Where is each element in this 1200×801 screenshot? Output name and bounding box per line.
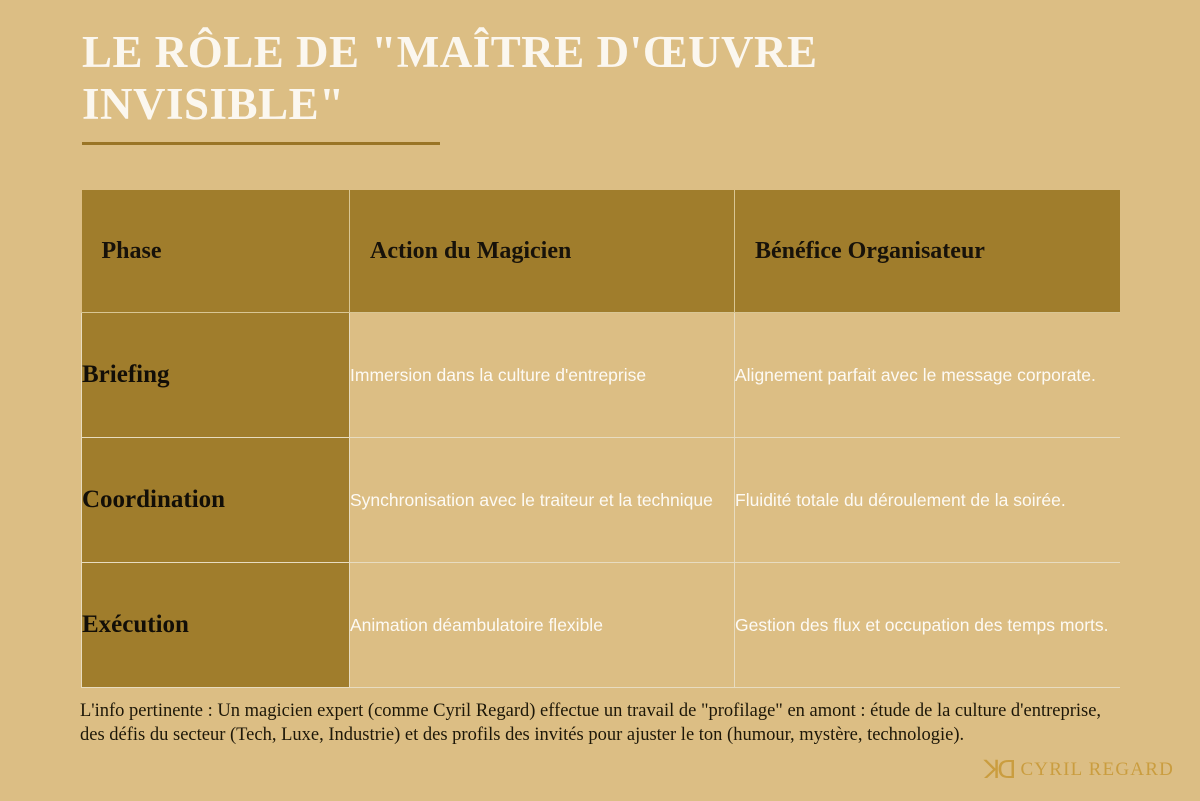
table-row xyxy=(82,313,1120,438)
table-header-row xyxy=(82,190,1120,313)
cell-action: Synchronisation avec le traiteur et la technique xyxy=(350,438,735,563)
cell-phase: Briefing xyxy=(82,313,350,438)
table-row xyxy=(82,563,1120,688)
cell-action: Immersion dans la culture d'entreprise xyxy=(350,313,735,438)
logo-monogram-icon: ꓘꓷ xyxy=(983,757,1014,784)
brand-logo xyxy=(984,755,1174,785)
column-header-phase: Phase xyxy=(82,190,350,313)
column-header-benefit: Bénéfice Organisateur xyxy=(735,190,1120,313)
cell-action: Animation déambulatoire flexible xyxy=(350,563,735,688)
phase-matrix-table xyxy=(81,190,1120,688)
table-header xyxy=(82,190,1120,313)
title-underline-rule xyxy=(82,142,440,145)
table-row xyxy=(82,438,1120,563)
page-title: LE RÔLE DE "MAÎTRE D'ŒUVRE INVISIBLE" xyxy=(82,27,818,130)
table-body xyxy=(82,313,1120,688)
footnote-text: L'info pertinente : Un magicien expert (comme Cyril Regard) effectue un travail de "profilage" en amont : étude de la culture d'entreprise, des défis du secteur (Tech, Luxe, Industrie) et des profils des invités pour ajuster le ton (humour, mystère, technologie). xyxy=(80,701,1102,745)
cell-benefit: Fluidité totale du déroulement de la soirée. xyxy=(735,438,1120,563)
cell-phase: Exécution xyxy=(82,563,350,688)
column-header-action: Action du Magicien xyxy=(350,190,735,313)
cell-phase: Coordination xyxy=(82,438,350,563)
logo-wordmark: CYRIL REGARD xyxy=(1020,759,1174,780)
title-block xyxy=(82,26,1002,145)
cell-benefit: Alignement parfait avec le message corporate. xyxy=(735,313,1120,438)
cell-benefit: Gestion des flux et occupation des temps morts. xyxy=(735,563,1120,688)
